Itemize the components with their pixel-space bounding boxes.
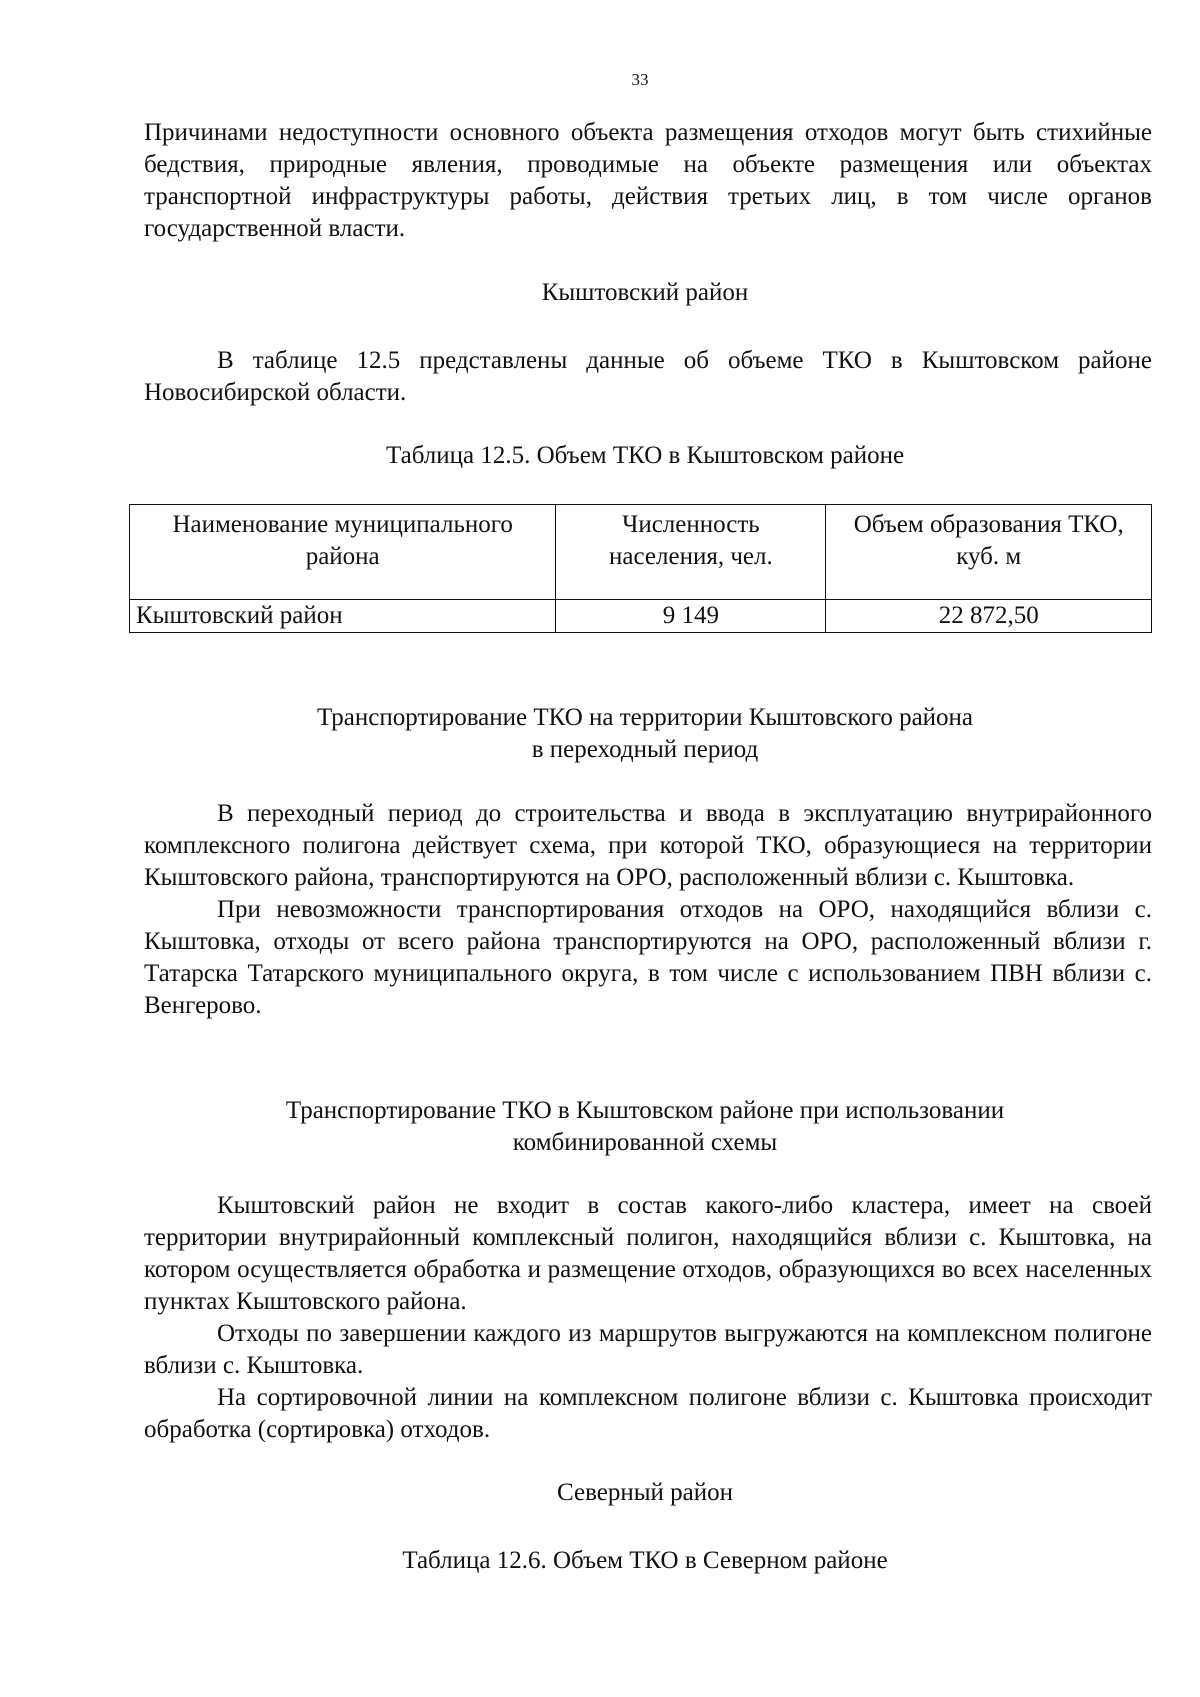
tko-volume-table [129,504,1152,633]
section1-paragraph-block [144,345,1152,409]
section3-heading-line1: Транспортирование ТКО в Кыштовском районе при использовании [285,1097,1005,1124]
section3-heading [0,1095,1200,1159]
header-population: Численность населения, чел. [556,505,826,600]
header-municipality: Наименование муниципального района [130,505,556,600]
cell-municipality: Кыштовский район [130,600,556,633]
page-number: 33 [631,70,649,89]
section-heading-kyshtovsky: Кыштовский район [541,279,749,306]
section2-body [144,798,1152,1022]
header-volume: Объем образования ТКО, куб. м [826,505,1152,600]
cell-volume: 22 872,50 [826,600,1152,633]
intro-paragraph-block [144,117,1152,245]
section1-paragraph: В таблице 12.5 представлены данные об объеме ТКО в Кыштовском районе Новосибирской области. [144,347,1152,406]
section2-heading-line2: в переходный период [531,736,759,763]
intro-paragraph: Причинами недоступности основного объекта размещения отходов могут быть стихийные бедствия, природные явления, проводимые на объекте размещения или объектах транспортной инфраструктуры работы, действия третьих лиц, в том числе органов государственной власти. [144,119,1152,242]
section3-body [144,1190,1152,1446]
section2-heading-line1: Транспортирование ТКО на территории Кыштовского района [316,704,974,731]
section2-paragraph-1: В переходный период до строительства и ввода в эксплуатацию внутрирайонного комплексного полигона действует схема, при которой ТКО, образующиеся на территории Кыштовского района, транспортируются на ОРО, расположенный вблизи с. Кыштовка. [144,800,1152,891]
cell-population: 9 149 [556,600,826,633]
section3-paragraph-2: Отходы по завершении каждого из маршрутов выгружаются на комплексном полигоне вблизи с. Кыштовка. [144,1320,1152,1379]
section2-heading [0,702,1200,766]
section3-heading-line2: комбинированной схемы [512,1129,778,1156]
table-row [130,600,1152,633]
table-caption-12-5: Таблица 12.5. Объем ТКО в Кыштовском районе [385,442,905,469]
section2-paragraph-2: При невозможности транспортирования отходов на ОРО, находящийся вблизи с. Кыштовка, отходы от всего района транспортируются на ОРО, расположенный вблизи г. Татарска Татарского муниципального округа, в том числе с использованием ПВН вблизи с. Венгерово. [144,896,1152,1019]
table-caption-12-6: Таблица 12.6. Объем ТКО в Северном районе [402,1547,888,1574]
section-heading-severny: Северный район [557,1479,733,1506]
section3-paragraph-1: Кыштовский район не входит в состав какого-либо кластера, имеет на своей территории внутрирайонный комплексный полигон, находящийся вблизи с. Кыштовка, на котором осуществляется обработка и размещение отходов, образующихся во всех населенных пунктах Кыштовского района. [144,1192,1152,1315]
section3-paragraph-3: На сортировочной линии на комплексном полигоне вблизи с. Кыштовка происходит обработка (сортировка) отходов. [144,1384,1152,1443]
table-header-row [130,505,1152,600]
